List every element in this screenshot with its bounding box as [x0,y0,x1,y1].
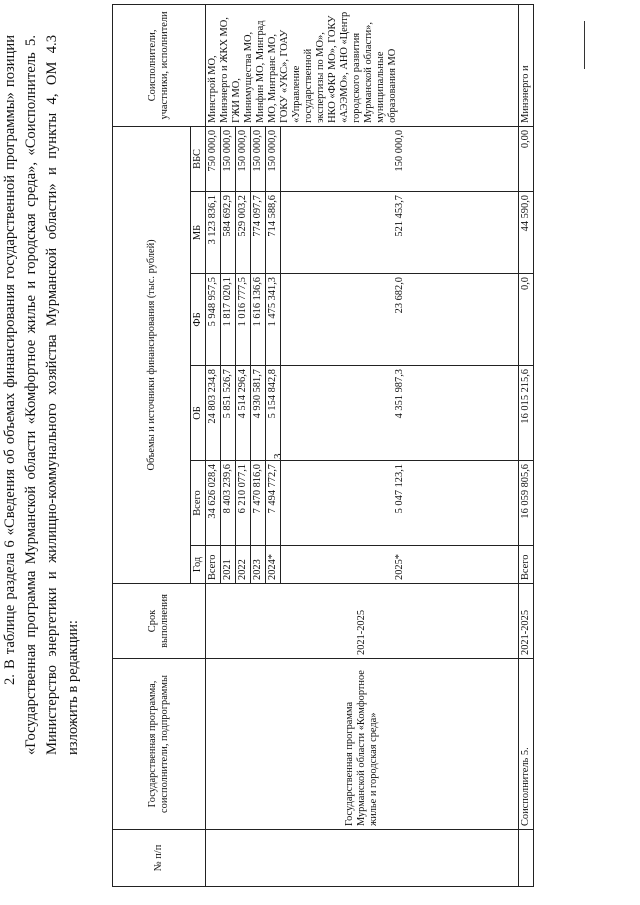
row-ob: 5 154 842,8 [266,366,281,461]
row-fb: 1 616 136,6 [251,274,266,366]
row-mb: 521 453,7 [281,192,519,274]
row-vbs: 0,00 [519,126,534,191]
row-year: 2023 [251,546,266,584]
header-fb: ФБ [191,274,206,366]
intro-paragraph: 2. В таблице раздела 6 «Сведения об объемах финансирования государственной программы» позиции «Государственная программа Мурманской области «Комфортное жилье и городская среда», «Соисполнитель 5. Министерство энергетики и жилищно-коммунального хозяйства Мурманской области» и пункты 4, ОМ 4.3 изложить в редакции: [2,35,81,755]
row-fb: 23 682,0 [281,274,519,366]
row-year: 2022 [236,546,251,584]
row-vbs: 150 000,0 [266,126,281,191]
row-ob: 4 514 296,4 [236,366,251,461]
program-executors: Минстрой МО, Минэнерго и ЖКХ МО, ГЖИ МО, Минимущества МО, Минфин МО, Минград МО, Минтранс МО, ГОКУ «УКС», ГОАУ «Управление государственной экспертизы по МО», НКО «ФКР МО», ГОКУ «АЭЭМО», АНО «Центр городского развития Мурманской области», муниципальные образования МО [206,4,519,126]
header-mb: МБ [191,192,206,274]
row-ob: 4 930 581,7 [251,366,266,461]
row-mb: 584 692,9 [221,192,236,274]
row-ob: 16 015 215,6 [519,366,534,461]
row-total: 6 210 077,1 [236,461,251,546]
header-ob: ОБ [191,366,206,461]
row-fb: 1 817 020,1 [221,274,236,366]
row-fb: 1 016 777,5 [236,274,251,366]
header-funding: Объемы и источники финансирования (тыс. рублей) [113,126,191,583]
program-term: 2021-2025 [206,584,519,659]
row-mb: 44 590,0 [519,192,534,274]
row-total: 7 470 816,0 [251,461,266,546]
row-mb: 3 123 836,1 [206,192,221,274]
row-vbs: 150 000,0 [221,126,236,191]
intro-block [0,35,84,755]
page-tail-divider [584,21,585,69]
funding-table [112,4,534,887]
row-fb: 5 948 957,5 [206,274,221,366]
row-year: 2024* [266,546,281,584]
row-ob: 4 351 987,3 [281,366,519,461]
row-total: 34 626 028,4 [206,461,221,546]
row-fb: 0,0 [519,274,534,366]
header-row-1 [113,4,191,886]
coexecutor-term: 2021-2025 [519,584,534,659]
table-row [519,4,534,886]
row-fb: 1 475 341,3 [266,274,281,366]
row-vbs: 150 000,0 [251,126,266,191]
program-num-cell [206,830,519,887]
page-number: 3 [272,453,284,459]
row-vbs: 750 000,0 [206,126,221,191]
program-name: Государственная программа Мурманской области «Комфортное жилье и городская среда» [206,659,519,830]
row-total: 5 047 123,1 [281,461,519,546]
coexecutor-name: Соисполнитель 5. [519,659,534,830]
header-executors: Соисполнители, участники, исполнители [113,4,206,126]
row-total: 7 494 772,7 [266,461,281,546]
header-program: Государственная программа, соисполнители, подпрограммы [113,659,206,830]
row-total: 8 403 239,6 [221,461,236,546]
row-ob: 24 803 234,8 [206,366,221,461]
coexecutor-executors: Минэнерго и [519,4,534,126]
row-mb: 529 003,2 [236,192,251,274]
table-row [206,4,221,886]
row-year: 2021 [221,546,236,584]
row-year: Всего [206,546,221,584]
header-num: № п/п [113,830,206,887]
row-ob: 5 851 526,7 [221,366,236,461]
row-year: Всего [519,546,534,584]
header-year: Год [191,546,206,584]
row-mb: 774 097,7 [251,192,266,274]
header-term: Срок выполнения [113,584,206,659]
row-vbs: 150 000,0 [281,126,519,191]
header-vbs: ВБС [191,126,206,191]
coexecutor-num-cell [519,830,534,887]
row-year: 2025* [281,546,519,584]
row-total: 16 059 805,6 [519,461,534,546]
row-vbs: 150 000,0 [236,126,251,191]
row-mb: 714 588,6 [266,192,281,274]
header-total: Всего [191,461,206,546]
